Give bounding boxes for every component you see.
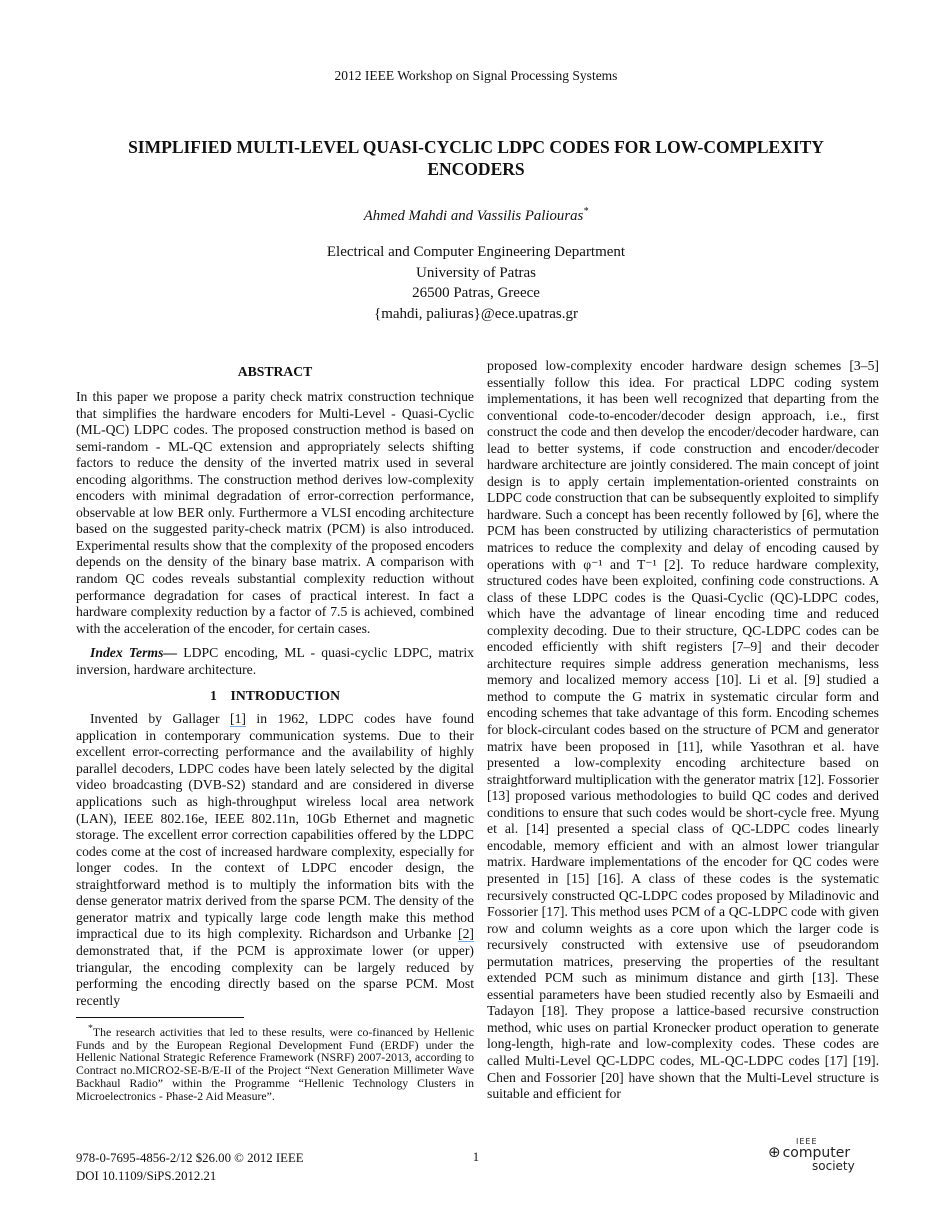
affiliation-department: Electrical and Computer Engineering Department <box>326 244 626 260</box>
authors-line <box>0 206 952 225</box>
ieee-computer-society-logo <box>752 1138 862 1172</box>
conference-header: 2012 IEEE Workshop on Signal Processing Systems <box>334 68 618 83</box>
paper-title-line1: SIMPLIFIED MULTI-LEVEL QUASI-CYCLIC LDPC CODES FOR LOW-COMPLEXITY <box>128 137 824 157</box>
introduction-paragraph <box>76 711 474 1009</box>
right-column <box>487 358 879 1103</box>
logo-computer-row <box>768 1143 862 1161</box>
footnote-marker: * <box>88 1023 93 1035</box>
index-terms <box>76 645 474 678</box>
isbn-copyright-line: 978-0-7695-4856-2/12 $26.00 © 2012 IEEE <box>76 1151 304 1165</box>
affiliation-block <box>0 242 952 324</box>
abstract-body: In this paper we propose a parity check matrix construction technique that simplifies the hardware encoders for Multi-Level - Quasi-Cyclic (ML-QC) LDPC codes. The proposed construction method is based on semi-random - ML-QC extension and appropriately selects shifting factors to reduce the density of the inverted matrix used in several encoding algorithms. The construction method derives low-complexity encoders with minimal degradation of error-correction performance, observable at low BER only. Furthermore a VLSI encoding architecture based on the suggested parity-check matrix (PCM) is also introduced. Experimental results show that the complexity of the proposed encoders depends on the density of the binary base matrix. A comparison with random QC codes reveals substantial complexity reduction without performance degradation for cases of practical interest. In fact a hardware complexity reduction by a factor of 7.5 is achieved, combined with the acceleration of the encoder, for certain cases. <box>76 389 474 636</box>
intro-text-before-cite1: Invented by Gallager <box>90 711 231 727</box>
footnote <box>76 1023 474 1102</box>
index-terms-label: Index Terms— <box>90 645 178 661</box>
section-heading-introduction: 1 INTRODUCTION <box>209 688 341 704</box>
logo-society-text: society <box>812 1159 855 1173</box>
intro-text-after-cite2: demonstrated that, if the PCM is approximate lower (or upper) triangular, the encoding complexity can be largely reduced by performing the encoding directly based on the sparse PCM. Most recently <box>76 942 474 1008</box>
abstract-heading: ABSTRACT <box>237 364 313 379</box>
affiliation-email: {mahdi, paliuras}@ece.upatras.gr <box>374 305 578 322</box>
index-terms-list: LDPC encoding, ML - quasi-cyclic LDPC, matrix inversion, hardware architecture. <box>76 645 474 677</box>
intro-text-mid: in 1962, LDPC codes have found application in contemporary communication systems. Due to their excellent error-correcting performance and the availability of highly parallel decoders, LDPC codes have been lately selected by the digital video broadcasting (DVB-S2) standard and are considered in diverse applications such as high-throughput wireless local area network (LAN), IEEE 802.16e, IEEE 802.11n, 10Gb Ethernet and magnetic storage. The excellent error correction capabilities offered by the LDPC codes come at the cost of increased hardware complexity, especially for longer codes. In the context of LDPC encoder design, the straightforward method is to multiply the information bits with the dense generator matrix derived from the sparse PCM. The density of the generator matrix and typically large code length make this method impractical due to its high complexity. Richardson and Urbanke <box>76 711 474 942</box>
paper-title <box>86 137 866 180</box>
right-column-paragraph: proposed low-complexity encoder hardware design schemes [3–5] essentially follow this idea. For practical LDPC coding system implementations, it has been well recognized that departing from the conventional code-to-encoder/decoder design approach, i.e., first construct the code and then develop the encoder/decoder hardware, can lead to better systems, if code construction and encoder/decoder hardware architecture are jointly considered. The main concept of joint design is to apply certain implementation-oriented constraints on LDPC code construction that can be subsequently exploited to simplify hardware. Such a concept has been recently followed by [6], where the PCM has been constructed by utilizing characteristics of permutation matrices to reduce the complexity and delay of encoding caused by operations with φ⁻¹ and T⁻¹ [2]. To reduce hardware complexity, structured codes have been exploited, confining code constructions. A class of these LDPC codes is the Quasi-Cyclic (QC)-LDPC codes, which have the advantage of linear encoding time and reduced complexity decoding. Due to their structure, QC-LDPC codes can be encoded efficiently with shift registers [7–9] and their decoder architecture requires simple address generation mechanisms, less memory and localized memory access [10]. Li et al. [9] studied a method to compute the G matrix in systematic circular form and encoding schemes that take advantage of this form. Encoding schemes for block-circulant codes based on the structure of PCM and generator matrix have been proposed in [11], while Yasothran et al. have presented a low-complexity encoding architecture based on straightforward multiplication with the generator matrix [12]. Fossorier [13] proposed various methodologies to build QC codes and derived conditions to ensure that such codes would be short-cycle free. Myung et al. [14] presented a special class of QC-LDPC codes linearly encodable, memory efficient and with an almost lower triangular matrix. Hardware implementations of the encoder for QC codes were presented in [15] [16]. A class of these codes is the systematic recursively constructed QC-LDPC codes proposed by Miladinovic and Fossorier [17]. This method uses PCM of a QC-LDPC code with given row and column weights as a core upon which the larger code is recursively constructed with extensive use of pseudorandom permutation matrices, preserving the properties of the resultant extended PCM such as minimum distance and girth [13]. These essential parameters have been studied recently also by Esmaeili and Tadayon [18]. They propose a lattice-based recursive construction method, whic uses on partial Kronecker product operation to generate long-length, high-rate and low-complexity codes. These codes are called Multi-Level QC-LDPC codes, ML-QC-LDPC codes [17] [19]. Chen and Fossorier [20] have shown that the Multi-Level structure is suitable and efficient for <box>487 358 879 1102</box>
ieee-cs-emblem-icon: ⊕ <box>768 1143 781 1161</box>
paper-title-line2: ENCODERS <box>427 158 525 179</box>
page-number: 1 <box>472 1150 480 1164</box>
author-names: Ahmed Mahdi and Vassilis Paliouras <box>363 207 584 224</box>
logo-computer-text: computer <box>782 1145 851 1161</box>
doi-line: DOI 10.1109/SiPS.2012.21 <box>76 1168 217 1183</box>
affiliation-address: 26500 Patras, Greece <box>412 285 540 301</box>
footnote-body: The research activities that led to these results, were co-financed by Hellenic Funds and by the European Regional Development Fund (ERDF) under the Hellenic National Strategic Reference Framework (NSRF) 2007-2013, according to Contract no.MICRO2-SE-B/E-II of the Project “Next Generation Millimeter Wave Backhaul Radio” within the Programme “Hellenic Technology Clusters in Microelectronics - Phase-2 Aid Measure”. <box>76 1025 474 1103</box>
footnote-separator <box>76 1017 244 1018</box>
logo-ieee-text: IEEE <box>796 1137 818 1146</box>
left-column <box>76 364 474 1102</box>
citation-link-2[interactable]: [2] <box>458 926 474 942</box>
affiliation-university: University of Patras <box>416 264 536 281</box>
citation-link-1[interactable]: [1] <box>230 711 246 727</box>
author-footnote-marker: * <box>583 206 589 217</box>
